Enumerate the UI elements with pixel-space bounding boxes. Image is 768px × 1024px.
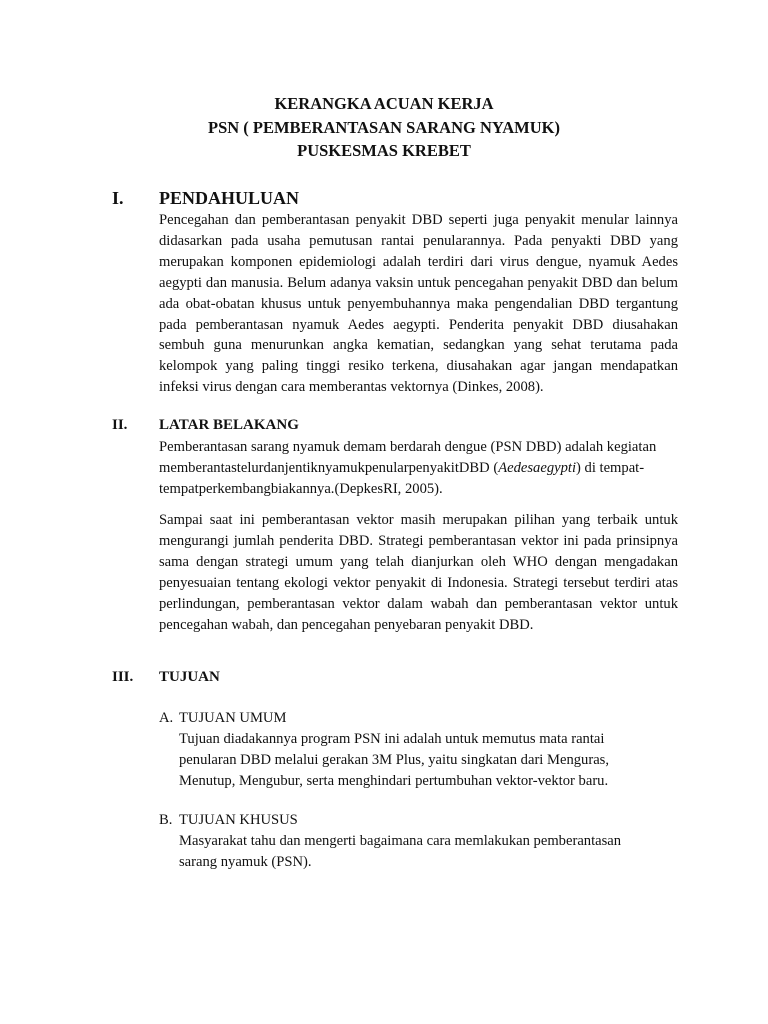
- subsection-a-paragraph: [179, 729, 649, 792]
- subsection-a-line-3: Menutup, Mengubur, serta menghindari pertumbuhan vektor-vektor baru.: [179, 773, 609, 789]
- section-1-number: I.: [112, 188, 124, 208]
- subsection-b-label: B.: [159, 812, 173, 828]
- document-title: [0, 92, 768, 163]
- section-1-paragraph: Pencegahan dan pemberantasan penyakit DBD seperti juga penyakit menular lainnya didasarkan pada usaha pemutusan rantai penularannya. Pada penyakti DBD yang merupakan komponen epidemiologi adalah terdiri dari virus dengue, nyamuk Aedes aegypti dan manusia. Belum adanya vaksin untuk pencegahan penyakit DBD dan belum ada obat-obatan khusus untuk penyembuhannya maka pengendalian DBD tergantung pada pemberantasan nyamuk Aedes aegypti. Penderita penyakit DBD diusahakan sembuh guna menurunkan angka kematian, sedangkan yang sehat terutama pada kelompok yang paling tinggi resiko terkena, diusahakan agar jangan mendapatkan infeksi virus dengan cara memberantas vektornya (Dinkes, 2008).: [159, 212, 678, 396]
- subsection-b-paragraph: [179, 831, 649, 873]
- section-2-para1-line-2-b: ) di tempat-: [576, 459, 645, 476]
- section-2-para1-line-3: tempatperkembangbiakannya.(DepkesRI, 2005).: [159, 480, 443, 497]
- section-2-paragraph-1: [159, 437, 678, 500]
- section-2-number: II.: [112, 417, 128, 433]
- species-name-italic: Aedesaegypti: [498, 459, 577, 476]
- subsection-a-line-1: Tujuan diadakannya program PSN ini adalah untuk memutus mata rantai: [179, 731, 605, 747]
- title-line-2: PSN ( PEMBERANTASAN SARANG NYAMUK): [207, 117, 560, 137]
- section-3-title: TUJUAN: [159, 669, 220, 685]
- section-1-title: PENDAHULUAN: [159, 188, 300, 208]
- subsection-a-line-2: penularan DBD melalui gerakan 3M Plus, yaitu singkatan dari Menguras,: [179, 752, 610, 768]
- title-line-1: KERANGKA ACUAN KERJA: [274, 94, 494, 113]
- section-2-title: LATAR BELAKANG: [159, 417, 299, 433]
- title-line-3: PUSKESMAS KREBET: [297, 141, 471, 160]
- section-2-paragraph-2: Sampai saat ini pemberantasan vektor masih merupakan pilihan yang terbaik untuk mengurangi jumlah penderita DBD. Strategi pemberantasan vektor ini pada prinsipnya sama dengan strategi umum yang telah dianjurkan oleh WHO dengan mengadakan penyesuaian tentang ekologi vektor penyakit di Indonesia. Strategi tersebut terdiri atas perlindungan, pemberantasan vektor dalam wabah dan pemberantasan vektor untuk pencegahan wabah, dan pencegahan penyebaran penyakit DBD.: [159, 512, 678, 633]
- subsection-b-line-1: Masyarakat tahu dan mengerti bagaimana cara memlakukan pemberantasan: [179, 833, 622, 849]
- subsection-b-line-2: sarang nyamuk (PSN).: [179, 854, 312, 870]
- section-3-number: III.: [112, 669, 134, 685]
- subsection-a-title: TUJUAN UMUM: [179, 710, 287, 726]
- subsection-b-title: TUJUAN KHUSUS: [179, 812, 298, 828]
- section-2-para1-line-1: Pemberantasan sarang nyamuk demam berdarah dengue (PSN DBD) adalah kegiatan: [159, 439, 657, 455]
- subsection-a-label: A.: [159, 710, 174, 726]
- section-2-para1-line-2-a: memberantastelurdanjentiknyamukpenularpenyakitDBD (: [159, 459, 499, 476]
- section-2-para1-line-2: [159, 458, 678, 479]
